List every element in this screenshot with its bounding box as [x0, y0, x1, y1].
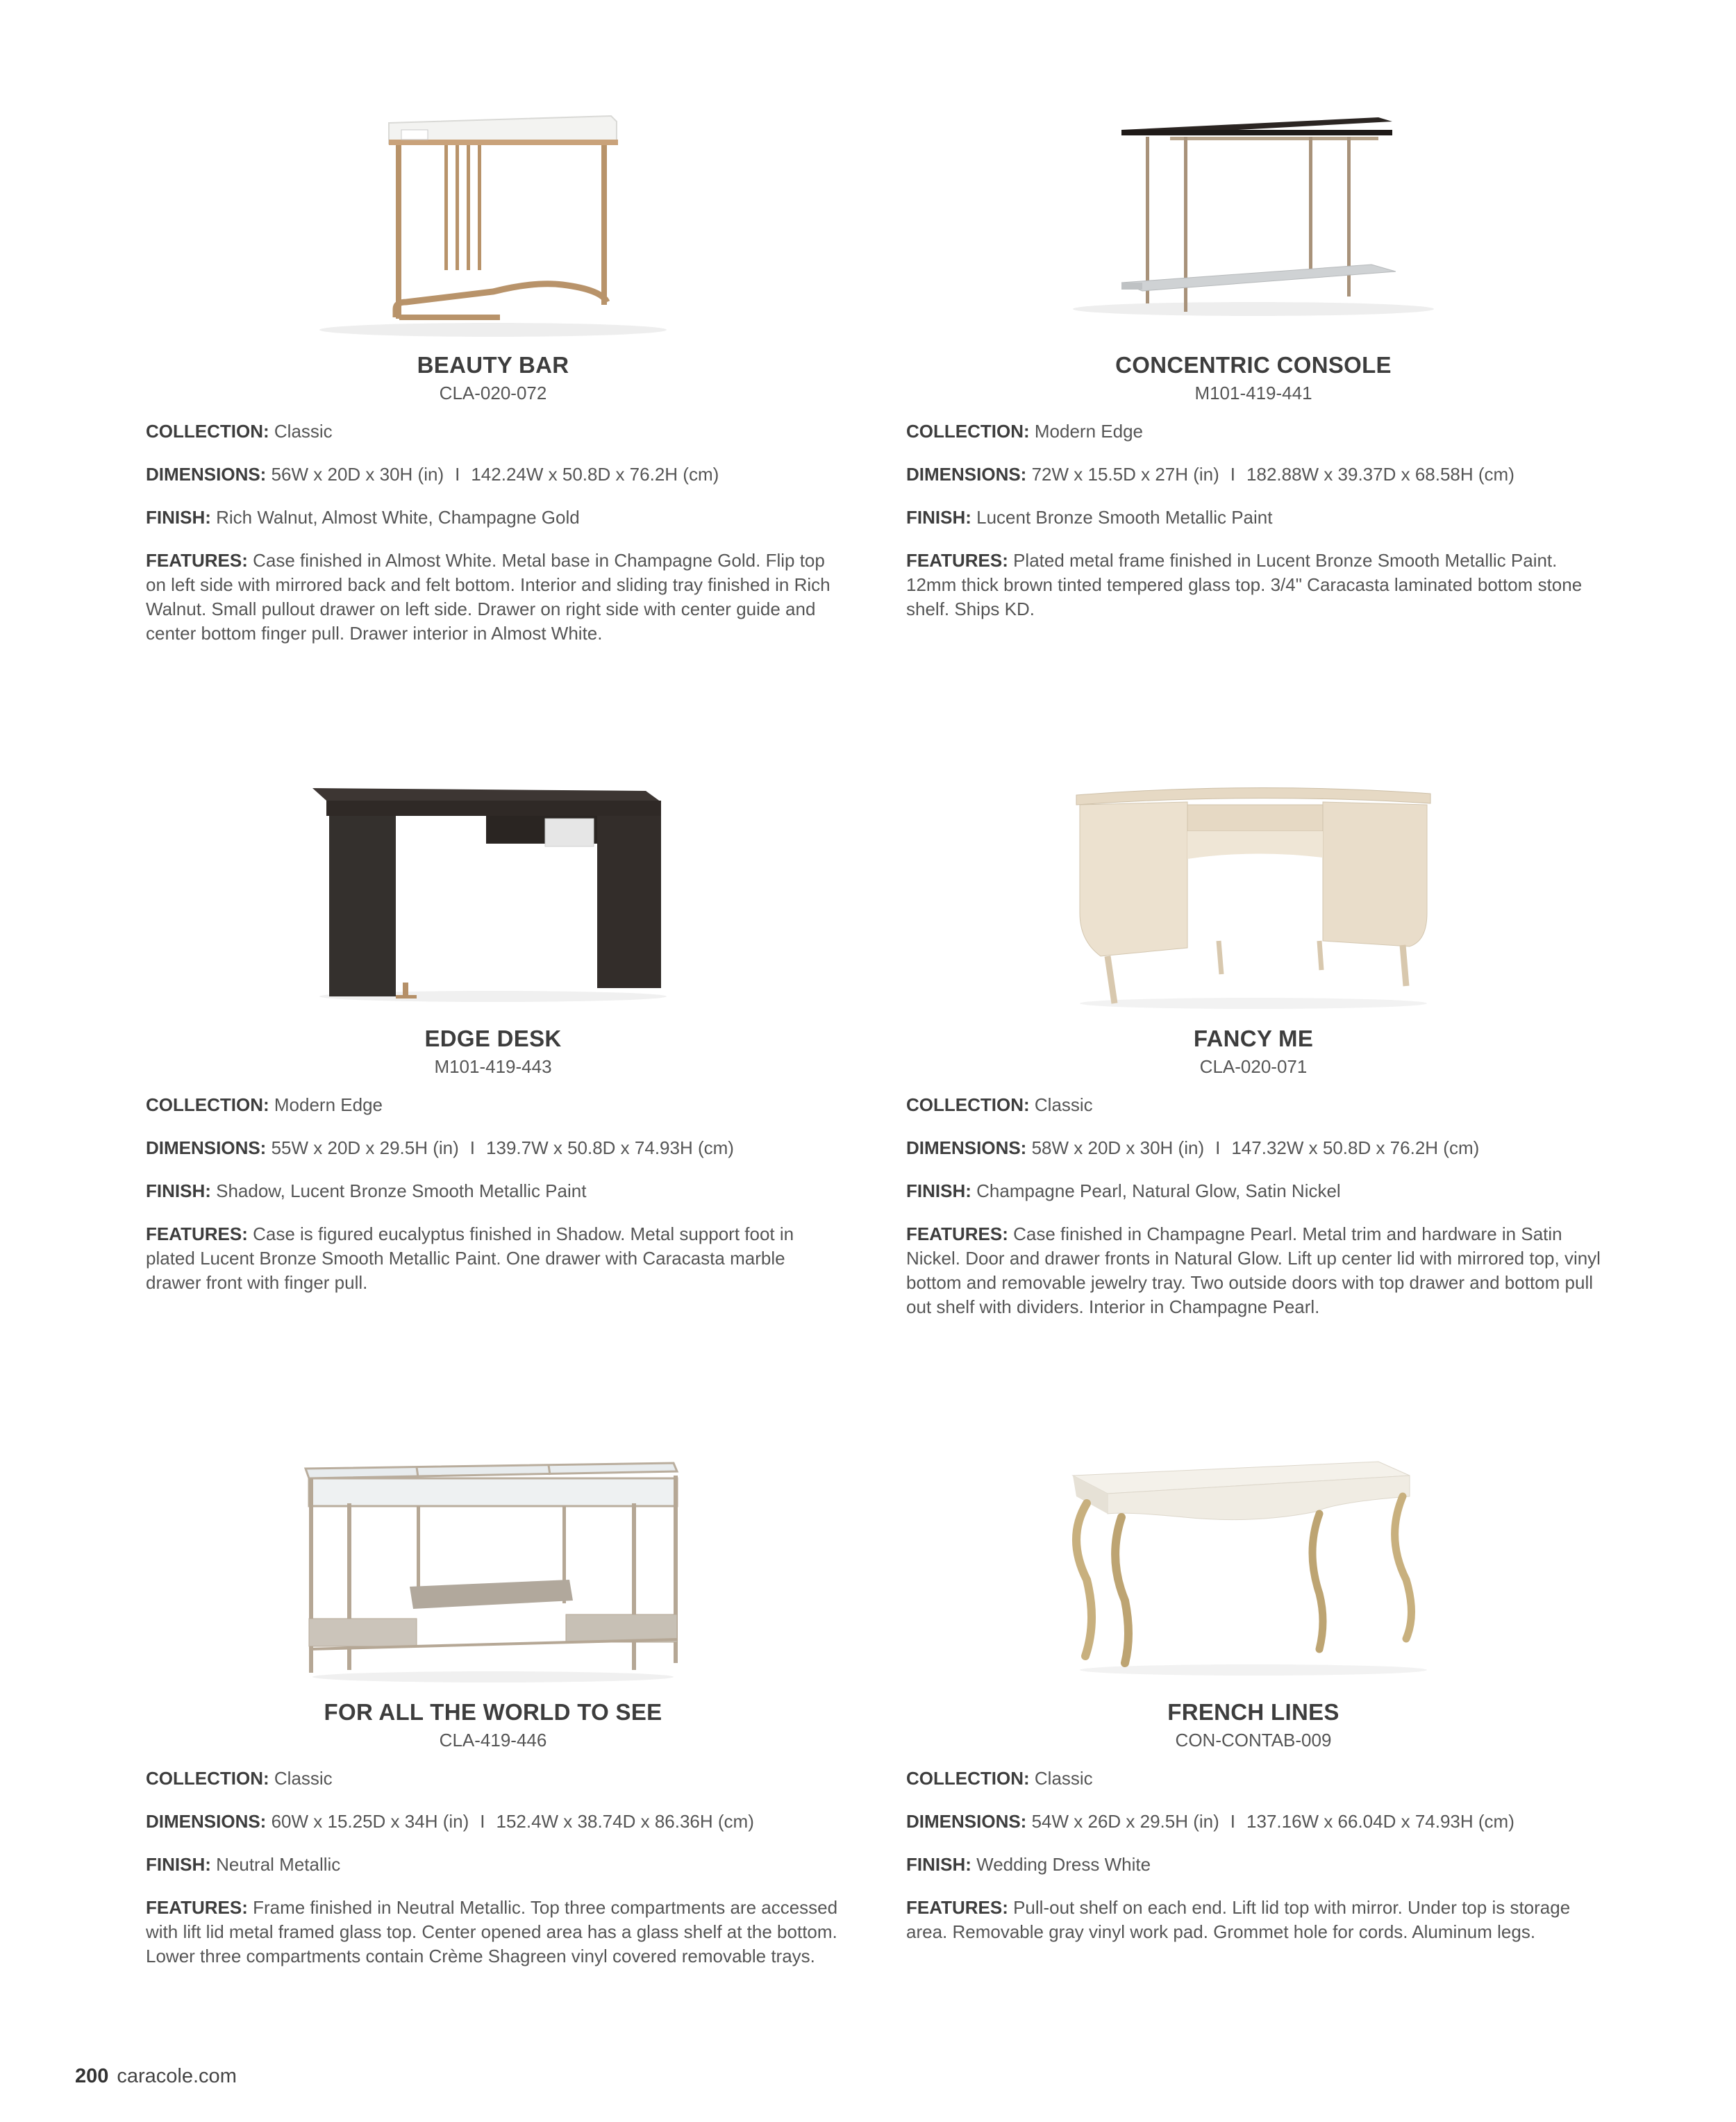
product-card-for-all-the-world-to-see: [146, 1444, 840, 1987]
dimensions-field: DIMENSIONS: 55W x 20D x 29.5H (in) I 139.7W x 50.8D x 74.93H (cm): [146, 1137, 734, 1158]
product-card-beauty-bar: [146, 97, 840, 665]
product-card-concentric-console: [906, 97, 1601, 640]
finish-field: FINISH: Shadow, Lucent Bronze Smooth Metallic Paint: [146, 1180, 587, 1201]
edge-desk-image: [146, 771, 840, 1017]
product-card-fancy-me: [906, 771, 1601, 1338]
beauty-bar-image: [146, 97, 840, 344]
product-name: BEAUTY BAR: [417, 352, 569, 378]
product-sku: CLA-419-446: [439, 1730, 547, 1751]
product-name: EDGE DESK: [424, 1026, 562, 1051]
finish-field: FINISH: Wedding Dress White: [906, 1854, 1151, 1875]
features-field: FEATURES: Pull-out shelf on each end. Lift lid top with mirror. Under top is storage area. Removable gray vinyl work pad. Grommet hole for cords. Aluminum legs.: [906, 1897, 1571, 1942]
product-sku: M101-419-441: [1194, 383, 1312, 403]
product-card-edge-desk: [146, 771, 840, 1314]
collection-field: COLLECTION: Classic: [146, 421, 333, 442]
dimensions-field: DIMENSIONS: 58W x 20D x 30H (in) I 147.32W x 50.8D x 76.2H (cm): [906, 1137, 1480, 1158]
page-footer: [75, 2065, 237, 2088]
product-sku: CON-CONTAB-009: [1175, 1730, 1332, 1751]
product-sku: M101-419-443: [434, 1056, 552, 1077]
features-field: FEATURES: Case finished in Almost White. Metal base in Champagne Gold. Flip top on left side with mirrored back and felt bottom. Interior and sliding tray finished in Rich Walnut. Small pullout drawer on left side. Drawer on right side with center guide and center bottom finger pull. Drawer interior in Almost White.: [146, 550, 831, 644]
product-sku: CLA-020-071: [1199, 1056, 1308, 1077]
page-number: 200: [75, 2065, 109, 2087]
fancy-me-image: [906, 771, 1601, 1017]
product-card-french-lines: [906, 1444, 1601, 1963]
features-field: FEATURES: Case is figured eucalyptus finished in Shadow. Metal support foot in plated Lucent Bronze Smooth Metallic Paint. One drawer with Caracasta marble drawer front with finger pull.: [146, 1223, 794, 1293]
collection-field: COLLECTION: Classic: [906, 1768, 1093, 1789]
collection-field: COLLECTION: Classic: [906, 1094, 1093, 1115]
dimensions-field: DIMENSIONS: 72W x 15.5D x 27H (in) I 182.88W x 39.37D x 68.58H (cm): [906, 464, 1514, 485]
website-link[interactable]: caracole.com: [117, 2065, 237, 2087]
product-name: FRENCH LINES: [1167, 1699, 1339, 1725]
finish-field: FINISH: Lucent Bronze Smooth Metallic Paint: [906, 507, 1273, 528]
concentric-console-image: [906, 97, 1601, 344]
product-sku: CLA-020-072: [439, 383, 547, 403]
product-name: CONCENTRIC CONSOLE: [1115, 352, 1392, 378]
collection-field: COLLECTION: Classic: [146, 1768, 333, 1789]
finish-field: FINISH: Neutral Metallic: [146, 1854, 341, 1875]
collection-field: COLLECTION: Modern Edge: [146, 1094, 383, 1115]
collection-field: COLLECTION: Modern Edge: [906, 421, 1143, 442]
features-field: FEATURES: Case finished in Champagne Pearl. Metal trim and hardware in Satin Nickel. Door and drawer fronts in Natural Glow. Lift up center lid with mirrored top, vinyl bottom and removable jewelry tray. Two outside doors with top drawer and bottom pull out shelf with dividers. Interior in Champagne Pearl.: [906, 1223, 1601, 1317]
dimensions-field: DIMENSIONS: 56W x 20D x 30H (in) I 142.24W x 50.8D x 76.2H (cm): [146, 464, 719, 485]
features-field: FEATURES: Plated metal frame finished in Lucent Bronze Smooth Metallic Paint. 12mm thick brown tinted tempered glass top. 3/4" Caracasta laminated bottom stone shelf. Ships KD.: [906, 550, 1583, 619]
features-field: FEATURES: Frame finished in Neutral Metallic. Top three compartments are accessed with lift lid metal framed glass top. Center opened area has a glass shelf at the bottom. Lower three compartments contain Crème Shagreen vinyl covered removable trays.: [146, 1897, 838, 1966]
for-all-the-world-to-see-image: [146, 1444, 840, 1691]
dimensions-field: DIMENSIONS: 60W x 15.25D x 34H (in) I 152.4W x 38.74D x 86.36H (cm): [146, 1811, 754, 1832]
french-lines-image: [906, 1444, 1601, 1691]
dimensions-field: DIMENSIONS: 54W x 26D x 29.5H (in) I 137.16W x 66.04D x 74.93H (cm): [906, 1811, 1514, 1832]
product-name: FOR ALL THE WORLD TO SEE: [324, 1699, 662, 1725]
finish-field: FINISH: Rich Walnut, Almost White, Champagne Gold: [146, 507, 580, 528]
finish-field: FINISH: Champagne Pearl, Natural Glow, Satin Nickel: [906, 1180, 1341, 1201]
product-name: FANCY ME: [1193, 1026, 1314, 1051]
